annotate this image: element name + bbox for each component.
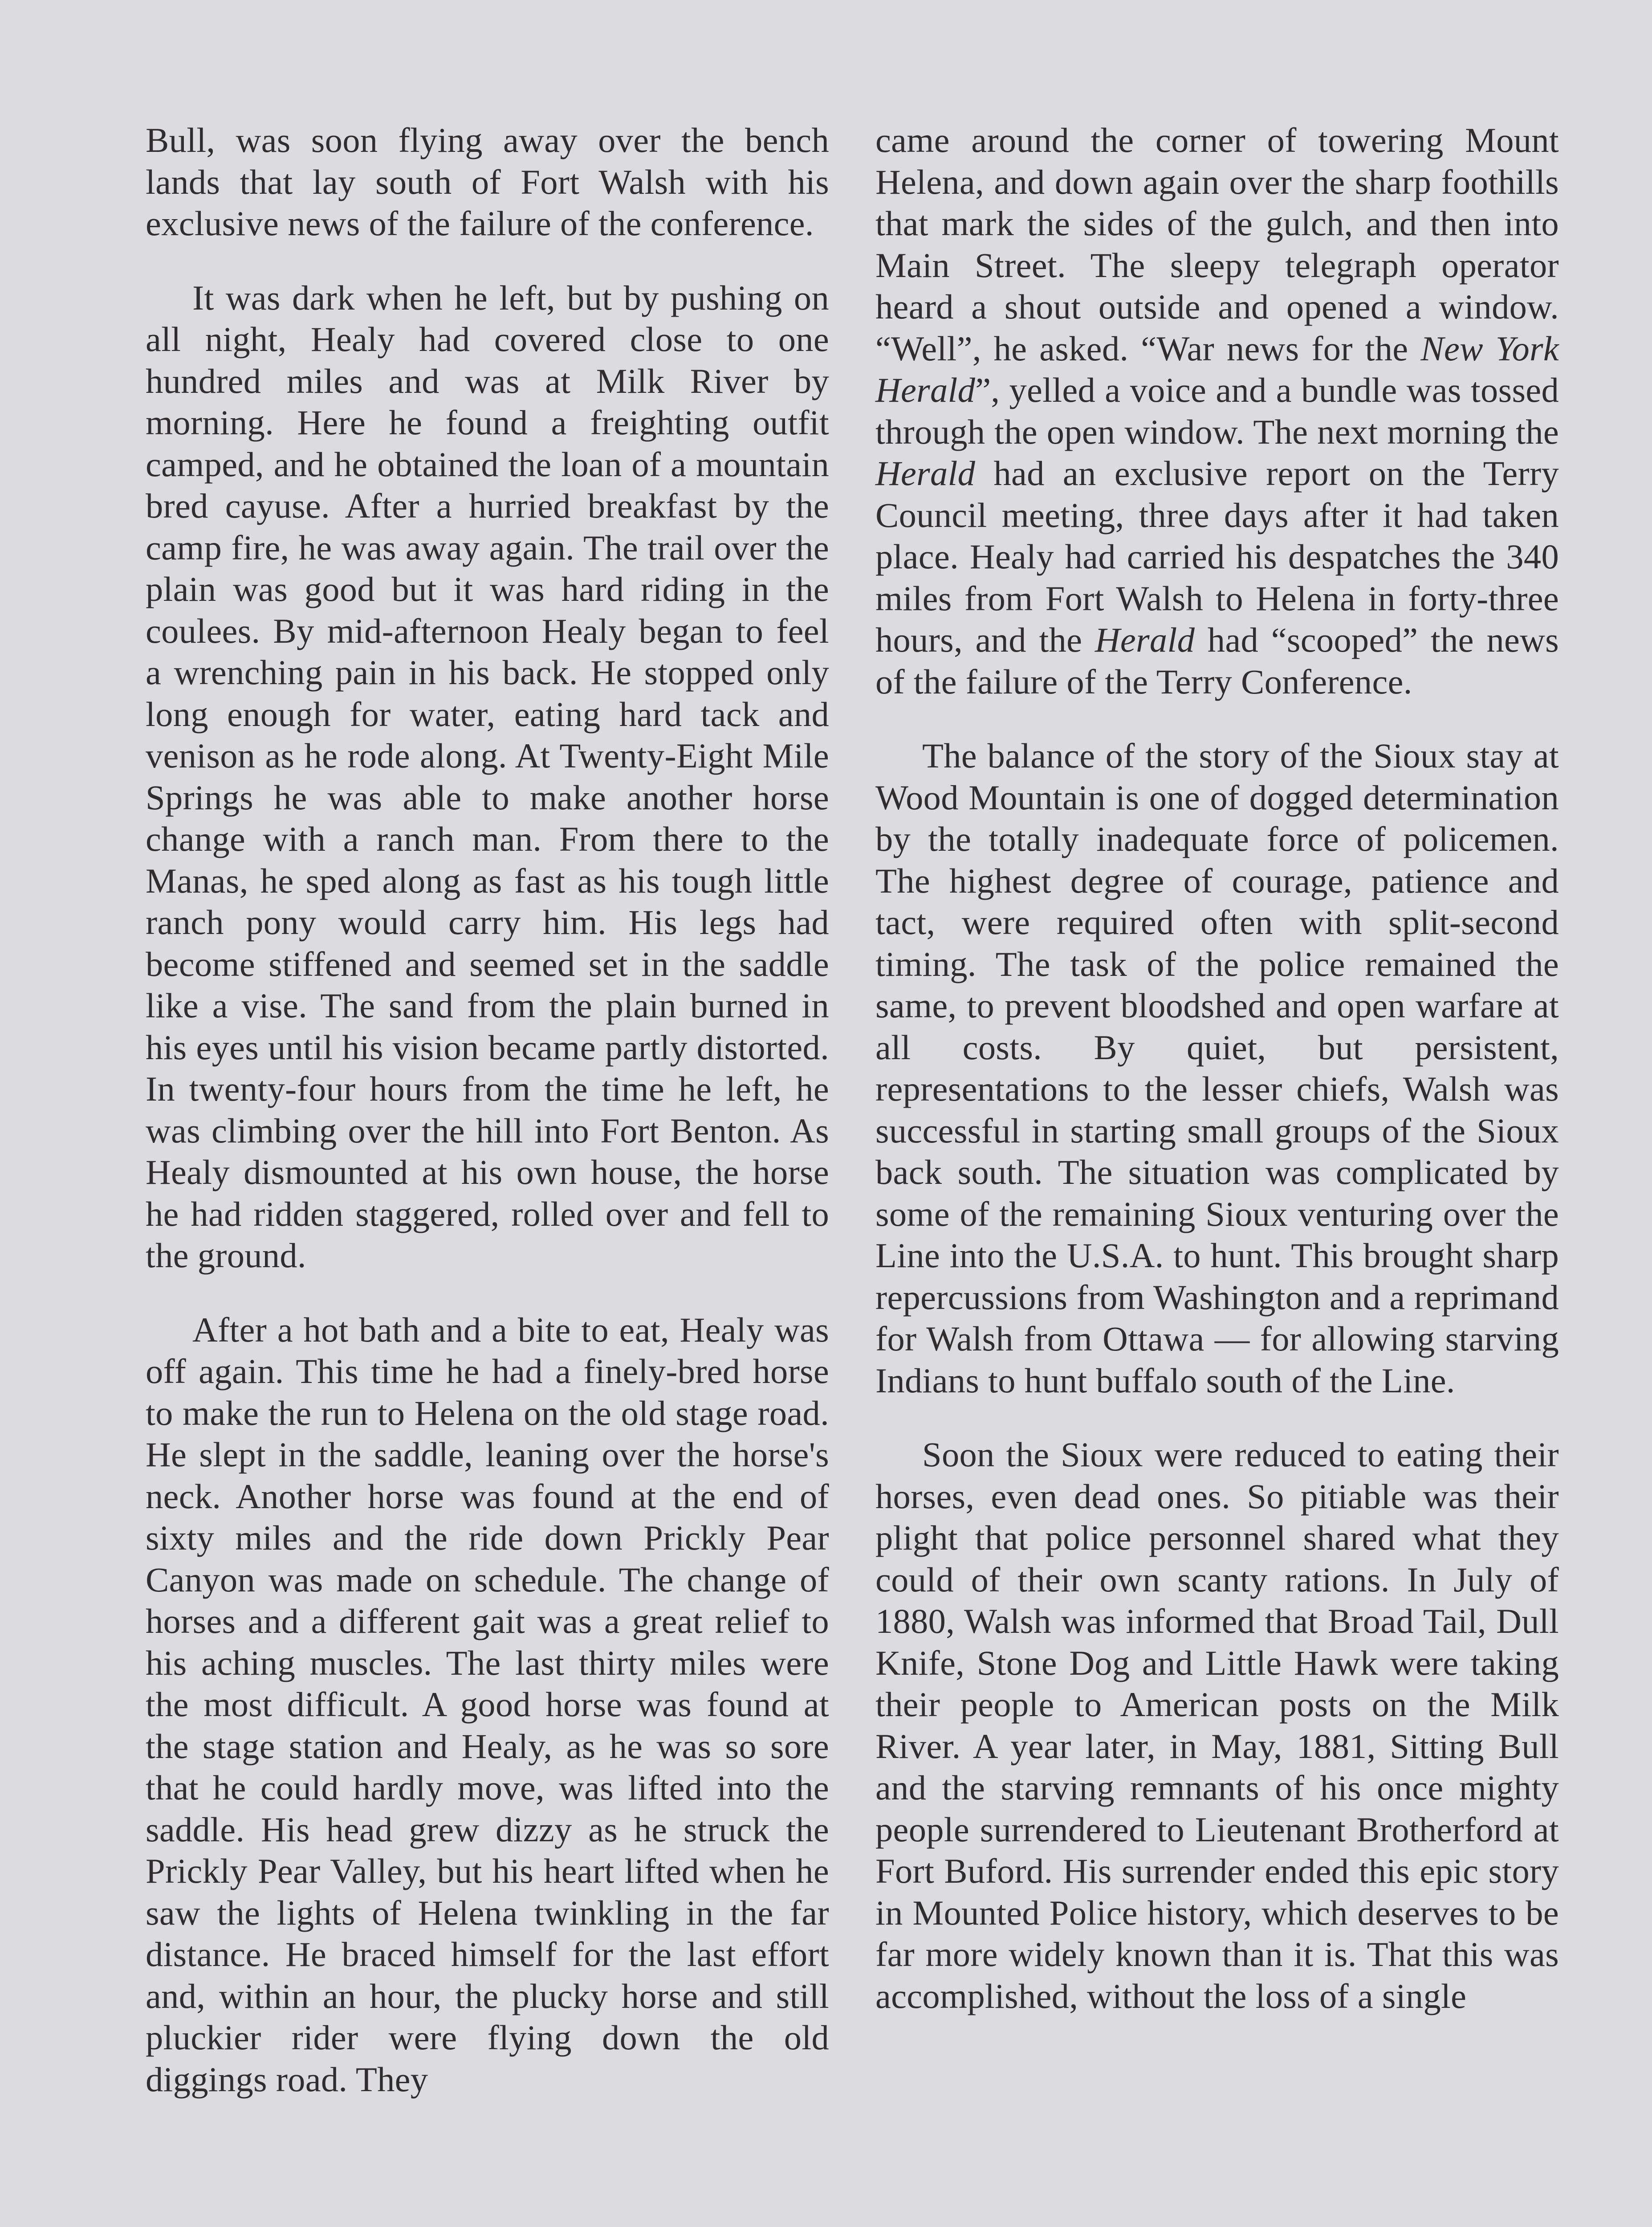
newspaper-title: Herald [875,454,976,493]
right-column [875,119,1559,2049]
text-run: had “scooped” the news of the failure of the Terry Conference. [875,620,1559,701]
paragraph [875,119,1559,702]
newspaper-title: Herald [1095,620,1195,659]
left-column [146,119,829,2133]
paragraph: After a hot bath and a bite to eat, Healy was off again. This time he had a finely-bred horse to make the run to Helena on the old stage road. He slept in the saddle, leaning over the horse's neck. Another horse was found at the end of sixty miles and the ride down Prickly Pear Canyon was made on schedule. The change of horses and a different gait was a great relief to his aching muscles. The last thirty miles were the most difficult. A good horse was found at the stage station and Healy, as he was so sore that he could hardly move, was lifted into the saddle. His head grew dizzy as he struck the Prickly Pear Valley, but his heart lifted when he saw the lights of Helena twinkling in the far distance. He braced himself for the last effort and, within an hour, the plucky horse and still pluckier rider were flying down the old diggings road. They [146,1310,829,2099]
newspaper-title: New York Herald [875,329,1559,409]
text-run: had an exclusive report on the Terry Council meeting, three days after it had taken place. Healy had carried his despatches the 340 miles from Fort Walsh to Helena in forty-three hours, and the [875,454,1559,659]
paragraph: The balance of the story of the Sioux stay at Wood Mountain is one of dogged determination by the totally inadequate force of policemen. The highest degree of courage, patience and tact, were required often with split-second timing. The task of the police remained the same, to prevent bloodshed and open warfare at all costs. By quiet, but persistent, representations to the lesser chiefs, Walsh was successful in starting small groups of the Sioux back south. The situation was complicated by some of the remaining Sioux venturing over the Line into the U.S.A. to hunt. This brought sharp repercussions from Washington and a reprimand for Walsh from Ottawa — for allowing starving Indians to hunt buffalo south of the Line. [875,736,1559,1400]
text-run: came around the corner of towering Mount Helena, and down again over the sharp foothills that mark the sides of the gulch, and then into Main Street. The sleepy telegraph operator heard a shout outside and opened a window. “Well”, he asked. “War news for the [875,121,1559,368]
text-run: ”, yelled a voice and a bundle was tossed through the open window. The next morning the [875,371,1559,451]
paragraph: Bull, was soon flying away over the bench lands that lay south of Fort Walsh with his exclusive news of the failure of the conference. [146,121,829,243]
paragraph: It was dark when he left, but by pushing on all night, Healy had covered close to one hundred miles and was at Milk River by morning. Here he found a freighting outfit camped, and he obtained the loan of a mountain bred cayuse. After a hurried breakfast by the camp fire, he was away again. The trail over the plain was good but it was hard riding in the coulees. By mid-afternoon Healy began to feel a wrenching pain in his back. He stopped only long enough for water, eating hard tack and venison as he rode along. At Twenty-Eight Mile Springs he was able to make another horse change with a ranch man. From there to the Manas, he sped along as fast as his tough little ranch pony would carry him. His legs had become stiffened and seemed set in the saddle like a vise. The sand from the plain burned in his eyes until his vision became partly distorted. In twenty-four hours from the time he left, he was climbing over the hill into Fort Benton. As Healy dismounted at his own house, the horse he had ridden staggered, rolled over and fell to the ground. [146,278,829,1275]
paragraph: Soon the Sioux were reduced to eating their horses, even dead ones. So pitiable was their plight that police personnel shared what they could of their own scanty rations. In July of 1880, Walsh was informed that Broad Tail, Dull Knife, Stone Dog and Little Hawk were taking their people to American posts on the Milk River. A year later, in May, 1881, Sitting Bull and the starving remnants of his once mighty people surrendered to Lieutenant Brotherford at Fort Buford. His surrender ended this epic story in Mounted Police history, which deserves to be far more widely known than it is. That this was accomplished, without the loss of a single [875,1435,1559,2015]
